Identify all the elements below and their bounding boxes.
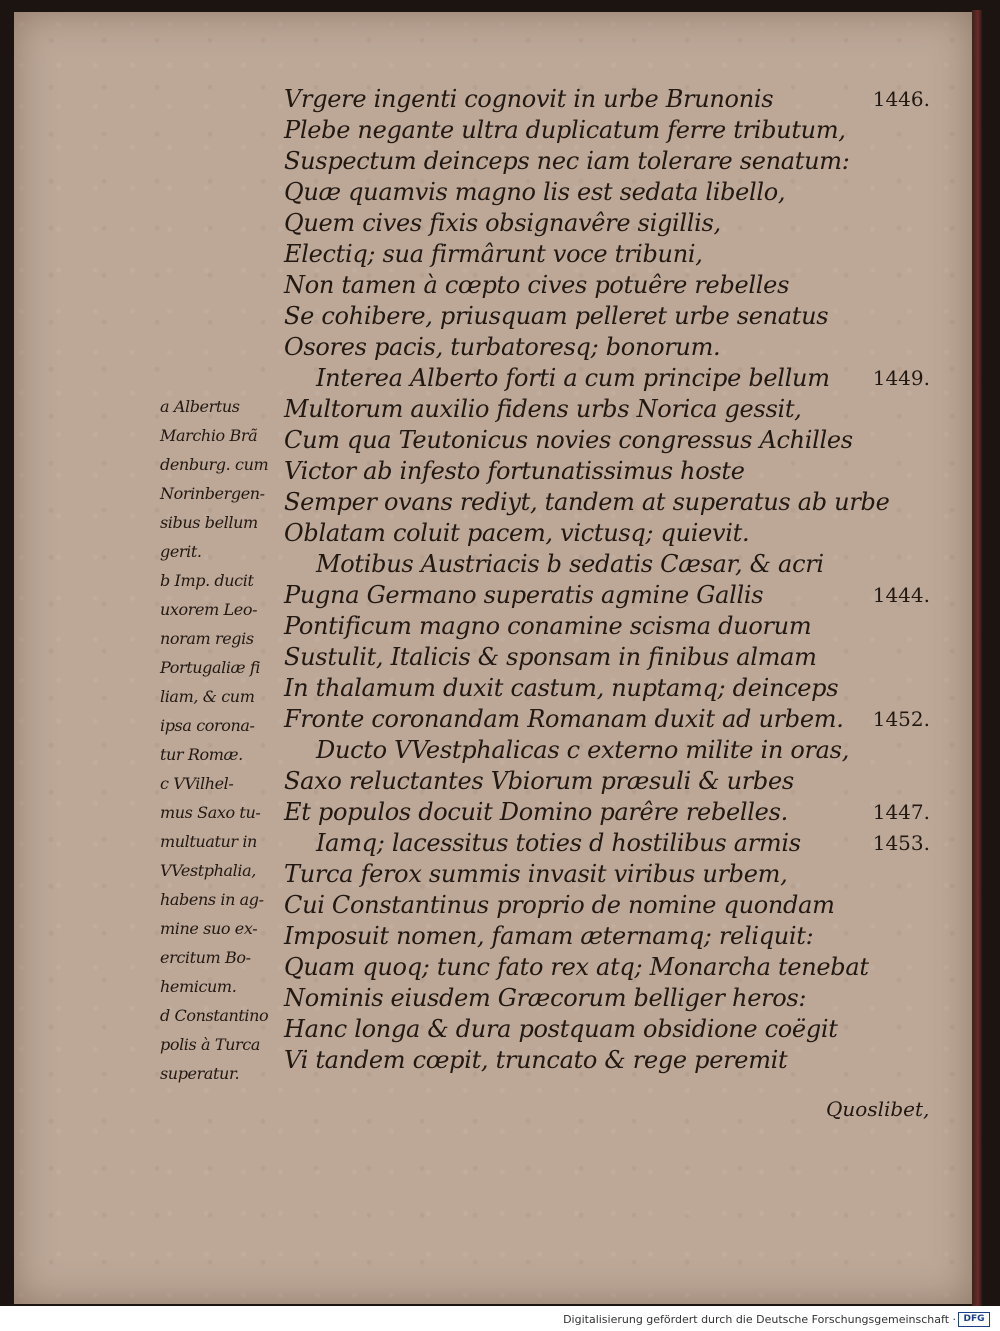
margin-note-line: Marchio Brã bbox=[160, 426, 258, 445]
margin-note-line: a Albertus bbox=[160, 397, 240, 416]
margin-note-line: habens in ag- bbox=[160, 890, 264, 909]
verse-line: Non tamen à cœpto cives potuêre rebelles bbox=[284, 271, 790, 299]
verse-line: Interea Alberto forti a cum principe bellum bbox=[316, 364, 830, 392]
margin-note-line: c VVilhel- bbox=[160, 774, 234, 793]
verse-line: Vrgere ingenti cognovit in urbe Brunonis bbox=[284, 85, 774, 113]
verse-line: Se cohibere, priusquam pelleret urbe senatus bbox=[284, 302, 829, 330]
margin-note-line: tur Romæ. bbox=[160, 745, 243, 764]
verse-line: Imposuit nomen, famam æternamq; reliquit: bbox=[284, 922, 814, 950]
verse-line: Quam quoq; tunc fato rex atq; Monarcha tenebat bbox=[284, 953, 869, 981]
margin-year: 1453. bbox=[872, 831, 930, 855]
margin-note-line: liam, & cum bbox=[160, 687, 255, 706]
verse-line: Iamq; lacessitus toties d hostilibus armis bbox=[316, 829, 801, 857]
verse-line: Turca ferox summis invasit viribus urbem, bbox=[284, 860, 788, 888]
margin-year: 1452. bbox=[872, 707, 930, 731]
verse-line: Et populos docuit Domino parêre rebelles. bbox=[284, 798, 788, 826]
verse-line: Plebe negante ultra duplicatum ferre tributum, bbox=[284, 116, 846, 144]
margin-note-line: uxorem Leo- bbox=[160, 600, 258, 619]
verse-line: Hanc longa & dura postquam obsidione coëgit bbox=[284, 1015, 838, 1043]
verse-line: Pontificum magno conamine scisma duorum bbox=[284, 612, 812, 640]
margin-note-line: VVestphalia, bbox=[160, 861, 256, 880]
catchword: Quoslibet, bbox=[826, 1097, 930, 1121]
margin-note-line: ipsa corona- bbox=[160, 716, 255, 735]
verse-line: Victor ab infesto fortunatissimus hoste bbox=[284, 457, 745, 485]
margin-note-line: multuatur in bbox=[160, 832, 257, 851]
verse-line: Vi tandem cœpit, truncato & rege peremit bbox=[284, 1046, 788, 1074]
margin-note-line: Norinbergen- bbox=[160, 484, 265, 503]
verse-line: Motibus Austriacis b sedatis Cæsar, & acri bbox=[316, 550, 824, 578]
verse-line: Nominis eiusdem Græcorum belliger heros: bbox=[284, 984, 807, 1012]
verse-line: Pugna Germano superatis agmine Gallis bbox=[284, 581, 764, 609]
margin-year: 1444. bbox=[872, 583, 930, 607]
verse-line: Quem cives fixis obsignavêre sigillis, bbox=[284, 209, 721, 237]
verse-line: Quæ quamvis magno lis est sedata libello, bbox=[284, 178, 786, 206]
margin-note-line: b Imp. ducit bbox=[160, 571, 254, 590]
verse-line: Semper ovans rediyt, tandem at superatus ab urbe bbox=[284, 488, 890, 516]
margin-note-line: mus Saxo tu- bbox=[160, 803, 261, 822]
margin-year: 1447. bbox=[872, 800, 930, 824]
verse-line: Cui Constantinus proprio de nomine quondam bbox=[284, 891, 835, 919]
margin-note-line: polis à Turca bbox=[160, 1035, 260, 1054]
verse-line: Electiq; sua firmârunt voce tribuni, bbox=[284, 240, 703, 268]
dfg-logo: DFG bbox=[958, 1312, 990, 1327]
margin-note-line: gerit. bbox=[160, 542, 202, 561]
verse-line: Osores pacis, turbatoresq; bonorum. bbox=[284, 333, 721, 361]
margin-year: 1449. bbox=[872, 366, 930, 390]
margin-note-line: hemicum. bbox=[160, 977, 237, 996]
verse-line: Fronte coronandam Romanam duxit ad urbem. bbox=[284, 705, 844, 733]
verse-line: Ducto VVestphalicas c externo milite in oras, bbox=[316, 736, 850, 764]
margin-note-line: superatur. bbox=[160, 1064, 240, 1083]
margin-note-line: denburg. cum bbox=[160, 455, 269, 474]
book-edge bbox=[972, 10, 982, 1306]
footer-bar bbox=[0, 1306, 1000, 1331]
verse-line: Saxo reluctantes Vbiorum præsuli & urbes bbox=[284, 767, 794, 795]
verse-line: Suspectum deinceps nec iam tolerare senatum: bbox=[284, 147, 850, 175]
verse-line: In thalamum duxit castum, nuptamq; deinceps bbox=[284, 674, 839, 702]
margin-note-line: mine suo ex- bbox=[160, 919, 258, 938]
margin-note-line: sibus bellum bbox=[160, 513, 258, 532]
margin-note-line: noram regis bbox=[160, 629, 254, 648]
verse-line: Oblatam coluit pacem, victusq; quievit. bbox=[284, 519, 750, 547]
verse-line: Cum qua Teutonicus novies congressus Achilles bbox=[284, 426, 853, 454]
verse-line: Sustulit, Italicis & sponsam in finibus almam bbox=[284, 643, 817, 671]
margin-note-line: d Constantino bbox=[160, 1006, 269, 1025]
margin-note-line: Portugaliæ fi bbox=[160, 658, 261, 677]
funding-credit: Digitalisierung gefördert durch die Deutsche Forschungsgemeinschaft · bbox=[563, 1313, 956, 1326]
verse-line: Multorum auxilio fidens urbs Norica gessit, bbox=[284, 395, 802, 423]
main-verse-text bbox=[284, 84, 889, 1076]
margin-note-line: ercitum Bo- bbox=[160, 948, 251, 967]
margin-notes bbox=[160, 392, 268, 1088]
margin-year: 1446. bbox=[872, 87, 930, 111]
